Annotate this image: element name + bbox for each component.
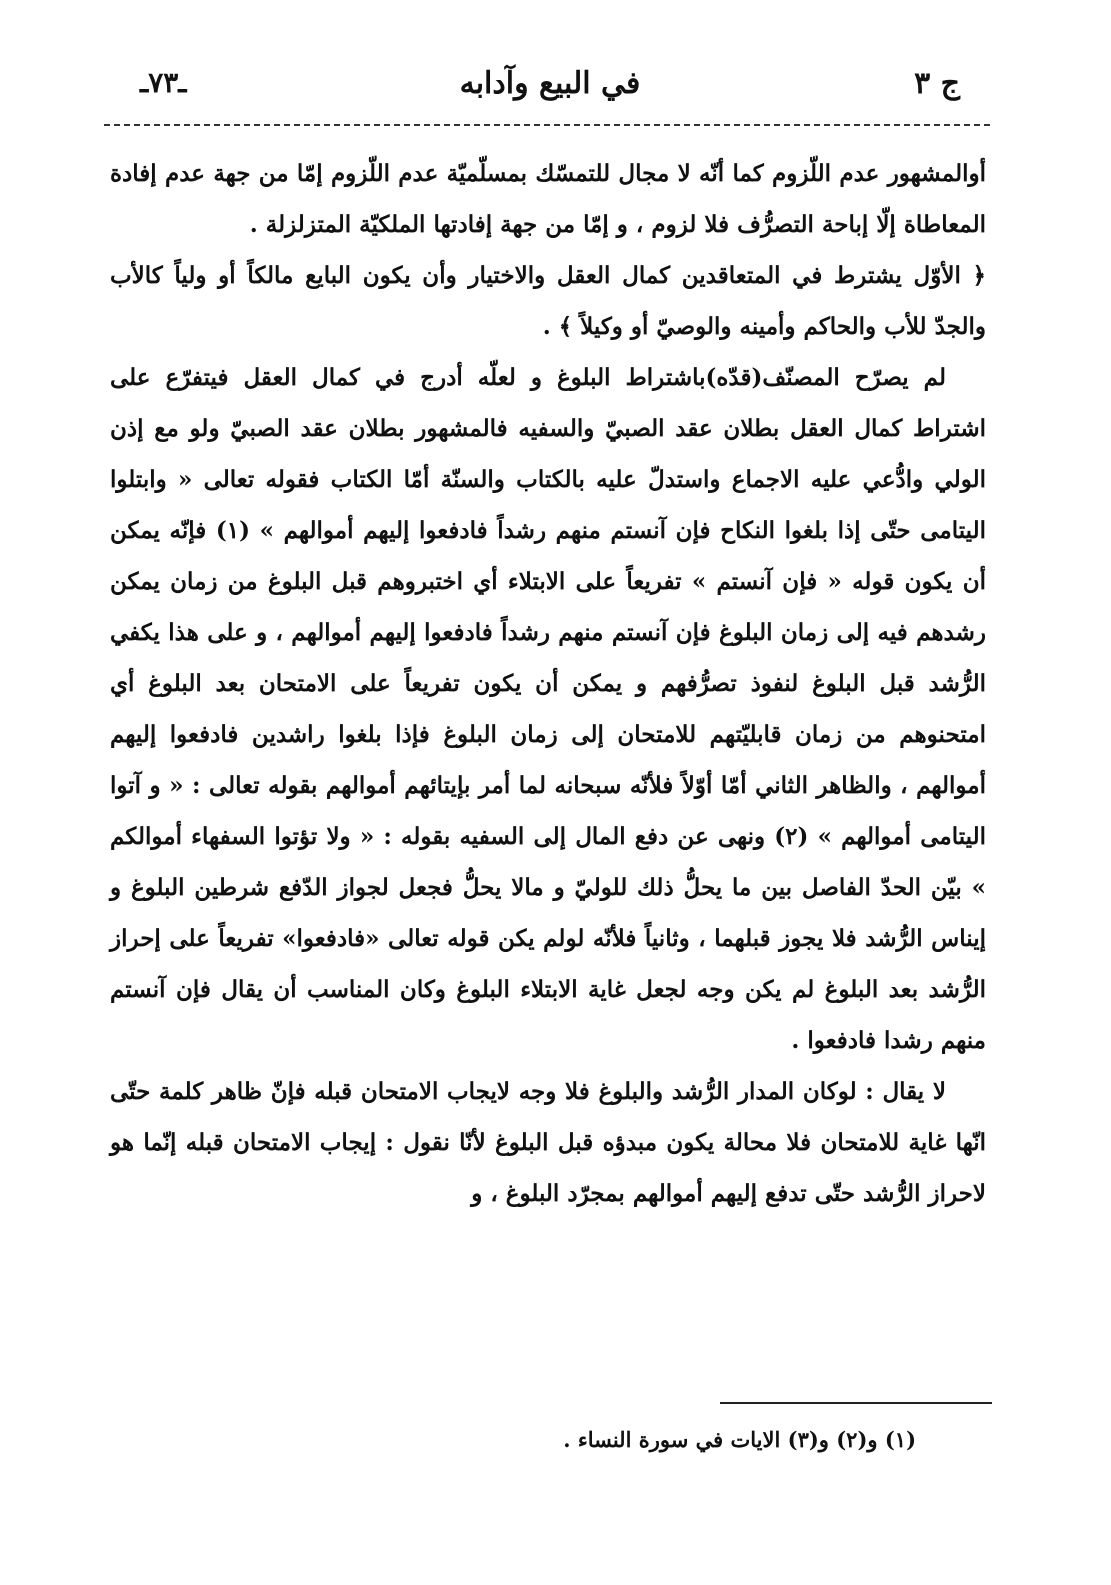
footnote: (١) و(٢) و(٣) الايات في سورة النساء . bbox=[563, 1427, 916, 1452]
paragraph-objection: لا يقال : لوكان المدار الرُّشد والبلوغ فلا وجه لايجاب الامتحان قبله فإنّ ظاهر كلمة حتّى انّها غاية للامتحان فلا محالة يكون مبدؤه قبل البلوغ لأنّا نقول : إيجاب الامتحان قبله إنّما هو لاحراز الرُّشد حتّى تدفع إليهم أموالهم بمجرّد البلوغ ، و bbox=[110, 1078, 986, 1207]
footnote-divider bbox=[720, 1402, 992, 1404]
paragraph-matn-condition: ﴿ الأوّل يشترط في المتعاقدين كمال العقل والاختيار وأن يكون البايع مالكاً أو ولياً كالأب والجدّ للأب والحاكم وأمينه والوصيّ أو وكيلاً ﴾ . bbox=[110, 262, 986, 340]
paragraph-continuation: أوالمشهور عدم اللّزوم كما أنّه لا مجال للتمسّك بمسلّميّة عدم اللّزوم إمّا من جهة عدم إفادة المعاطاة إلّا إباحة التصرُّف فلا لزوم ، و إمّا من جهة إفادتها الملكيّة المتزلزلة . bbox=[110, 160, 986, 238]
main-text bbox=[110, 148, 986, 1219]
running-title: في البيع وآدابه bbox=[459, 66, 641, 101]
page-number: ـ٧٣ـ bbox=[140, 66, 187, 99]
page-header bbox=[140, 66, 960, 116]
paragraph-commentary: لم يصرّح المصنّف(قدّه)باشتراط البلوغ و لعلّه أدرج في كمال العقل فيتفرّع على اشتراط كمال العقل بطلان عقد الصبيّ والسفيه فالمشهور بطلان عقد الصبيّ ولو مع إذن الولي وادُّعي عليه الاجماع واستدلّ عليه بالكتاب والسنّة أمّا الكتاب فقوله تعالى « وابتلوا اليتامى حتّى إذا بلغوا النكاح فإن آنستم منهم رشداً فادفعوا إليهم أموالهم » (١) فإنّه يمكن أن يكون قوله « فإن آنستم » تفريعاً على الابتلاء أي اختبروهم قبل البلوغ من زمان يمكن رشدهم فيه إلى زمان البلوغ فإن آنستم منهم رشداً فادفعوا إليهم أموالهم ، و على هذا يكفي الرُّشد قبل البلوغ لنفوذ تصرُّفهم و يمكن أن يكون تفريعاً على الامتحان بعد البلوغ أي امتحنوهم من زمان قابليّتهم للامتحان إلى زمان البلوغ فإذا بلغوا راشدين فادفعوا إليهم أموالهم ، والظاهر الثاني أمّا أوّلاً فلأنّه سبحانه لما أمر بإيتائهم أموالهم بقوله تعالى : « و آتوا اليتامى أموالهم » (٢) ونهى عن دفع المال إلى السفيه بقوله : « ولا تؤتوا السفهاء أموالكم » بيّن الحدّ الفاصل بين ما يحلُّ ذلك للوليّ و مالا يحلُّ فجعل لجواز الدّفع شرطين البلوغ و إيناس الرُّشد فلا يجوز قبلهما ، وثانياً فلأنّه لولم يكن قوله تعالى «فادفعوا» تفريعاً على إحراز الرُّشد بعد البلوغ لم يكن وجه لجعل غاية الابتلاء البلوغ وكان المناسب أن يقال فإن آنستم منهم رشدا فادفعوا . bbox=[110, 364, 986, 1054]
volume-label: ج ٣ bbox=[914, 66, 960, 101]
header-divider bbox=[104, 124, 990, 126]
